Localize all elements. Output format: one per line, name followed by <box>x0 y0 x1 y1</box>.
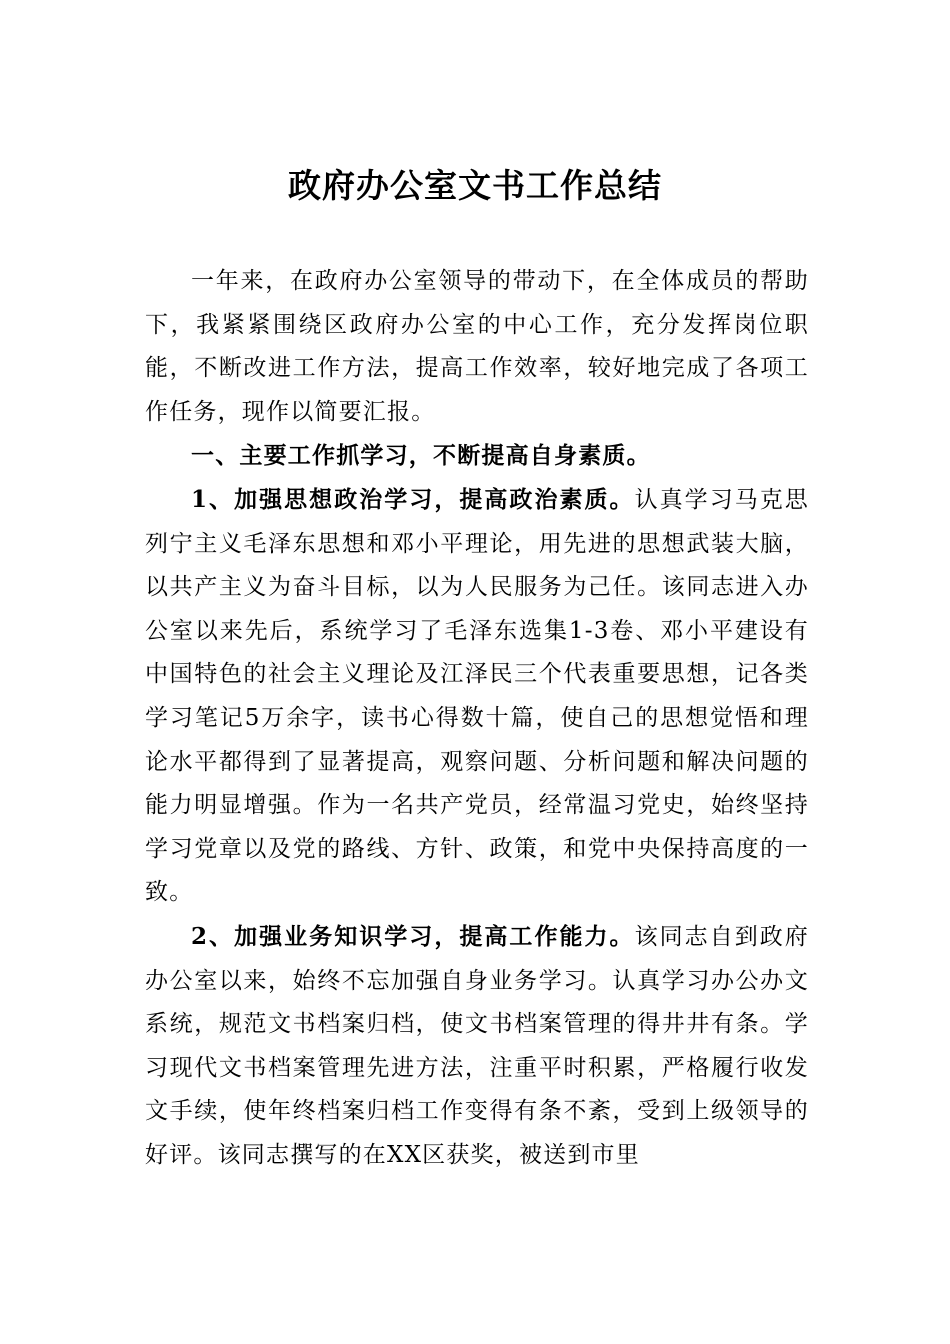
item-paragraph-2 <box>145 915 809 1178</box>
item-lead-2: 2、加强业务知识学习，提高工作能力。 <box>191 922 635 950</box>
item-lead-1: 1、加强思想政治学习，提高政治素质。 <box>191 485 635 513</box>
document-body <box>145 260 809 1177</box>
item-text-1: 认真学习马克思列宁主义毛泽东思想和邓小平理论，用先进的思想武装大脑，以共产主义为奋斗目标，以为人民服务为己任。该同志进入办公室以来先后，系统学习了毛泽东选集1-3卷、邓小平建设有中国特色的社会主义理论及江泽民三个代表重要思想，记各类学习笔记5万余字，读书心得数十篇，使自己的思想觉悟和理论水平都得到了显著提高，观察问题、分析问题和解决问题的能力明显增强。作为一名共产党员，经常温习党史，始终坚持学习党章以及党的路线、方针、政策，和党中央保持高度的一致。 <box>145 486 809 906</box>
document-title: 政府办公室文书工作总结 <box>288 166 662 205</box>
item-text-2: 该同志自到政府办公室以来，始终不忘加强自身业务学习。认真学习办公办文系统，规范文书档案归档，使文书档案管理的得井井有条。学习现代文书档案管理先进方法，注重平时积累，严格履行收发文手续，使年终档案归档工作变得有条不紊，受到上级领导的好评。该同志撰写的在XX区获奖，被送到市里 <box>145 923 809 1168</box>
item-paragraph-1 <box>145 478 809 915</box>
section-heading-1: 一、主要工作抓学习，不断提高自身素质。 <box>191 442 651 470</box>
intro-paragraph: 一年来，在政府办公室领导的带动下，在全体成员的帮助下，我紧紧围绕区政府办公室的中心工作，充分发挥岗位职能，不断改进工作方法，提高工作效率，较好地完成了各项工作任务，现作以简要汇报。 <box>145 268 809 425</box>
